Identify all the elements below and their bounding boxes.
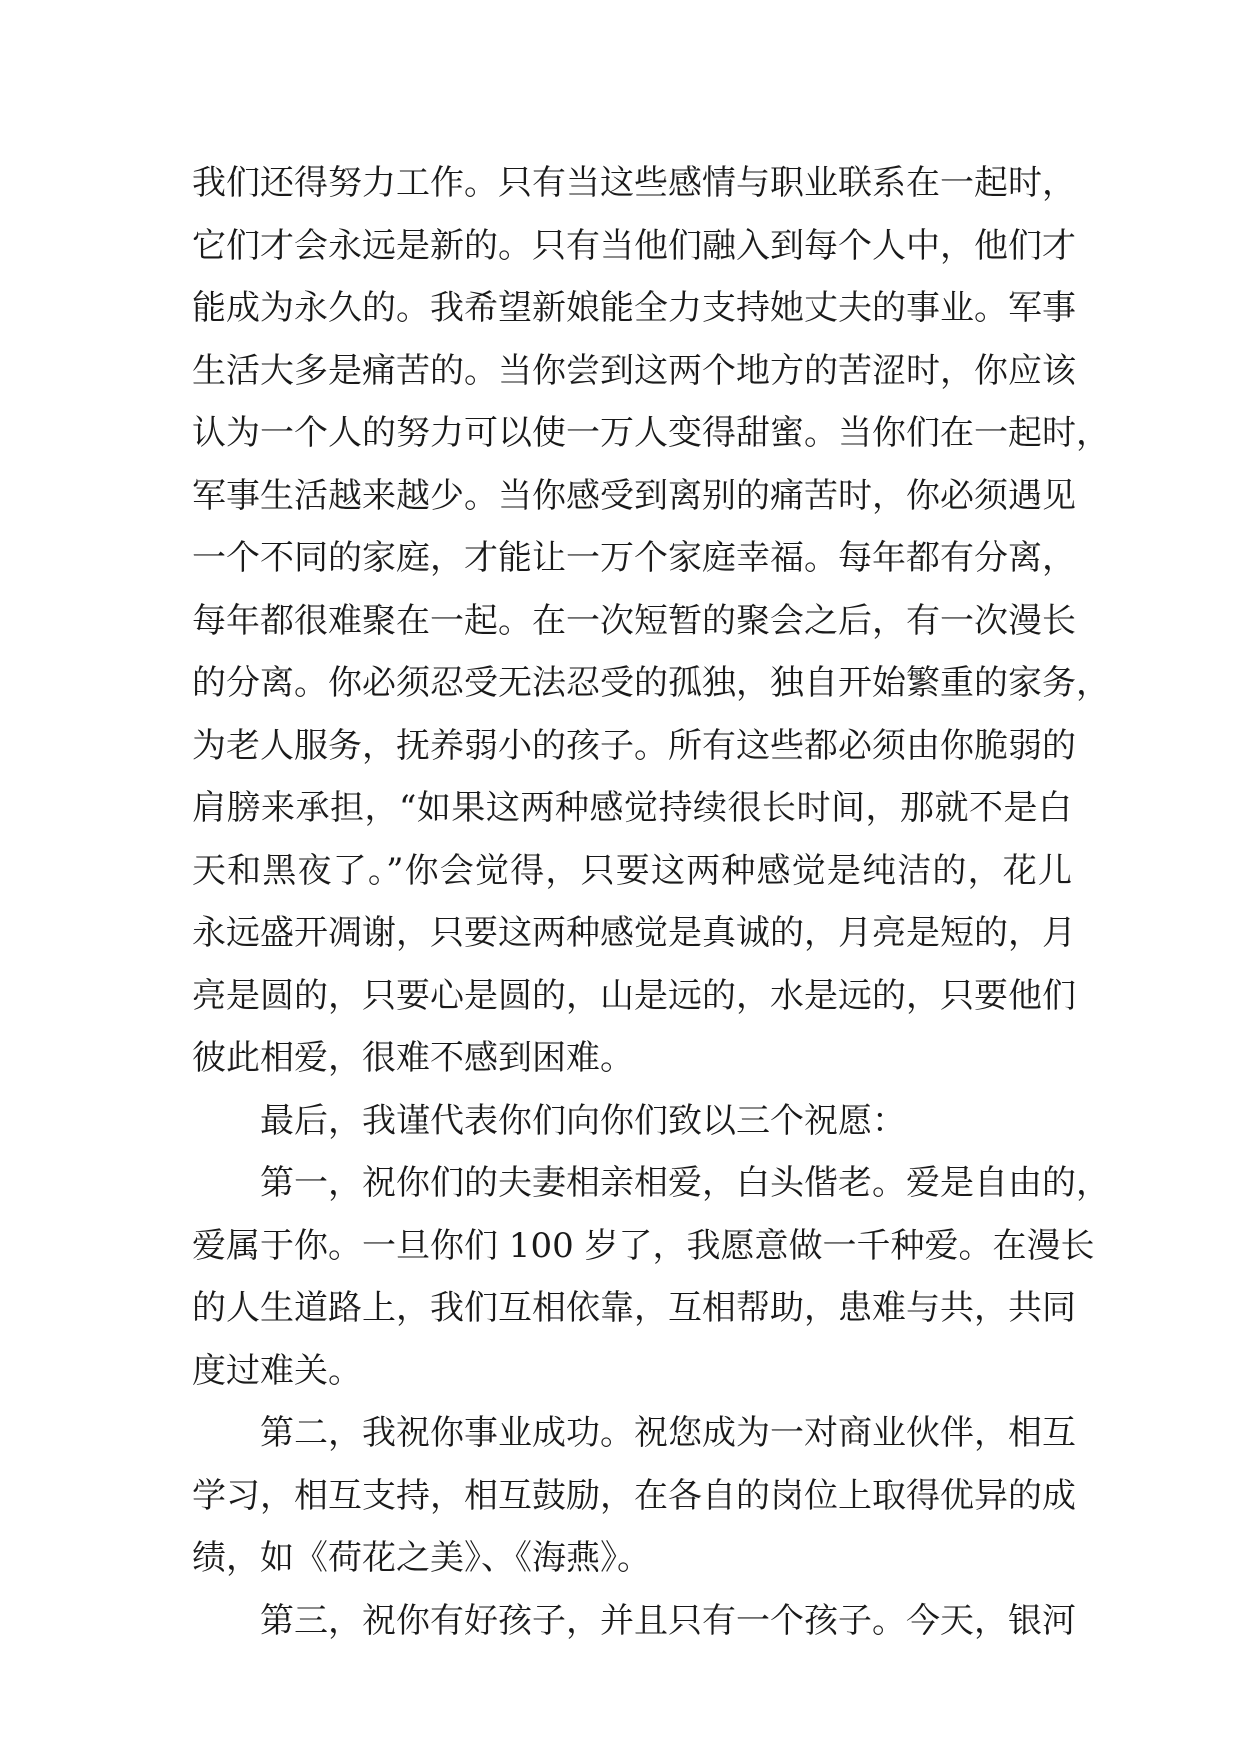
text-line: 天和黑夜了。”你会觉得，只要这两种感觉是纯洁的，花儿 — [192, 850, 1072, 891]
text-line: 亮是圆的，只要心是圆的，山是远的，水是远的，只要他们 — [192, 975, 1076, 1016]
text-line: 军事生活越来越少。当你感受到离别的痛苦时，你必须遇见 — [192, 475, 1076, 516]
text-line: 我们还得努力工作。只有当这些感情与职业联系在一起时， — [192, 163, 1076, 203]
paragraph — [192, 1090, 1072, 1153]
text-line: 彼此相爱，很难不感到困难。 — [192, 1038, 634, 1078]
text-line: 绩，如《荷花之美》、《海燕》。 — [192, 1538, 651, 1578]
text-line: 最后，我谨代表你们向你们致以三个祝愿： — [260, 1100, 906, 1141]
text-line: 肩膀来承担，“如果这两种感觉持续很长时间，那就不是白 — [192, 788, 1072, 828]
text-line: 度过难关。 — [192, 1350, 362, 1391]
text-line: 它们才会永远是新的。只有当他们融入到每个人中，他们才 — [192, 225, 1076, 266]
paragraph — [192, 152, 1110, 1090]
text-line: 第一，祝你们的夫妻相亲相爱，白头偕老。爱是自由的， — [260, 1163, 1110, 1203]
paragraph — [192, 1402, 1076, 1590]
text-line: 学习，相互支持，相互鼓励，在各自的岗位上取得优异的成 — [192, 1475, 1076, 1516]
text-line: 的分离。你必须忍受无法忍受的孤独，独自开始繁重的家务， — [192, 663, 1110, 703]
text-line: 一个不同的家庭，才能让一万个家庭幸福。每年都有分离， — [192, 538, 1076, 578]
paragraph — [192, 1590, 1076, 1653]
text-line: 的人生道路上，我们互相依靠，互相帮助，患难与共，共同 — [192, 1288, 1076, 1328]
text-line: 为老人服务，抚养弱小的孩子。所有这些都必须由你脆弱的 — [192, 725, 1076, 766]
text-line: 爱属于你。一旦你们 100 岁了，我愿意做一千种爱。在漫长 — [192, 1225, 1095, 1266]
text-line: 能成为永久的。我希望新娘能全力支持她丈夫的事业。军事 — [192, 288, 1076, 328]
text-line: 第二，我祝你事业成功。祝您成为一对商业伙伴，相互 — [260, 1413, 1076, 1453]
text-line: 每年都很难聚在一起。在一次短暂的聚会之后，有一次漫长 — [192, 600, 1076, 641]
document-body — [192, 152, 1110, 1652]
text-line: 永远盛开凋谢，只要这两种感觉是真诚的，月亮是短的，月 — [192, 913, 1076, 953]
text-line: 生活大多是痛苦的。当你尝到这两个地方的苦涩时，你应该 — [192, 350, 1076, 391]
text-line: 第三，祝你有好孩子，并且只有一个孩子。今天，银河 — [260, 1600, 1076, 1641]
paragraph — [192, 1152, 1110, 1402]
text-line: 认为一个人的努力可以使一万人变得甜蜜。当你们在一起时， — [192, 413, 1110, 453]
